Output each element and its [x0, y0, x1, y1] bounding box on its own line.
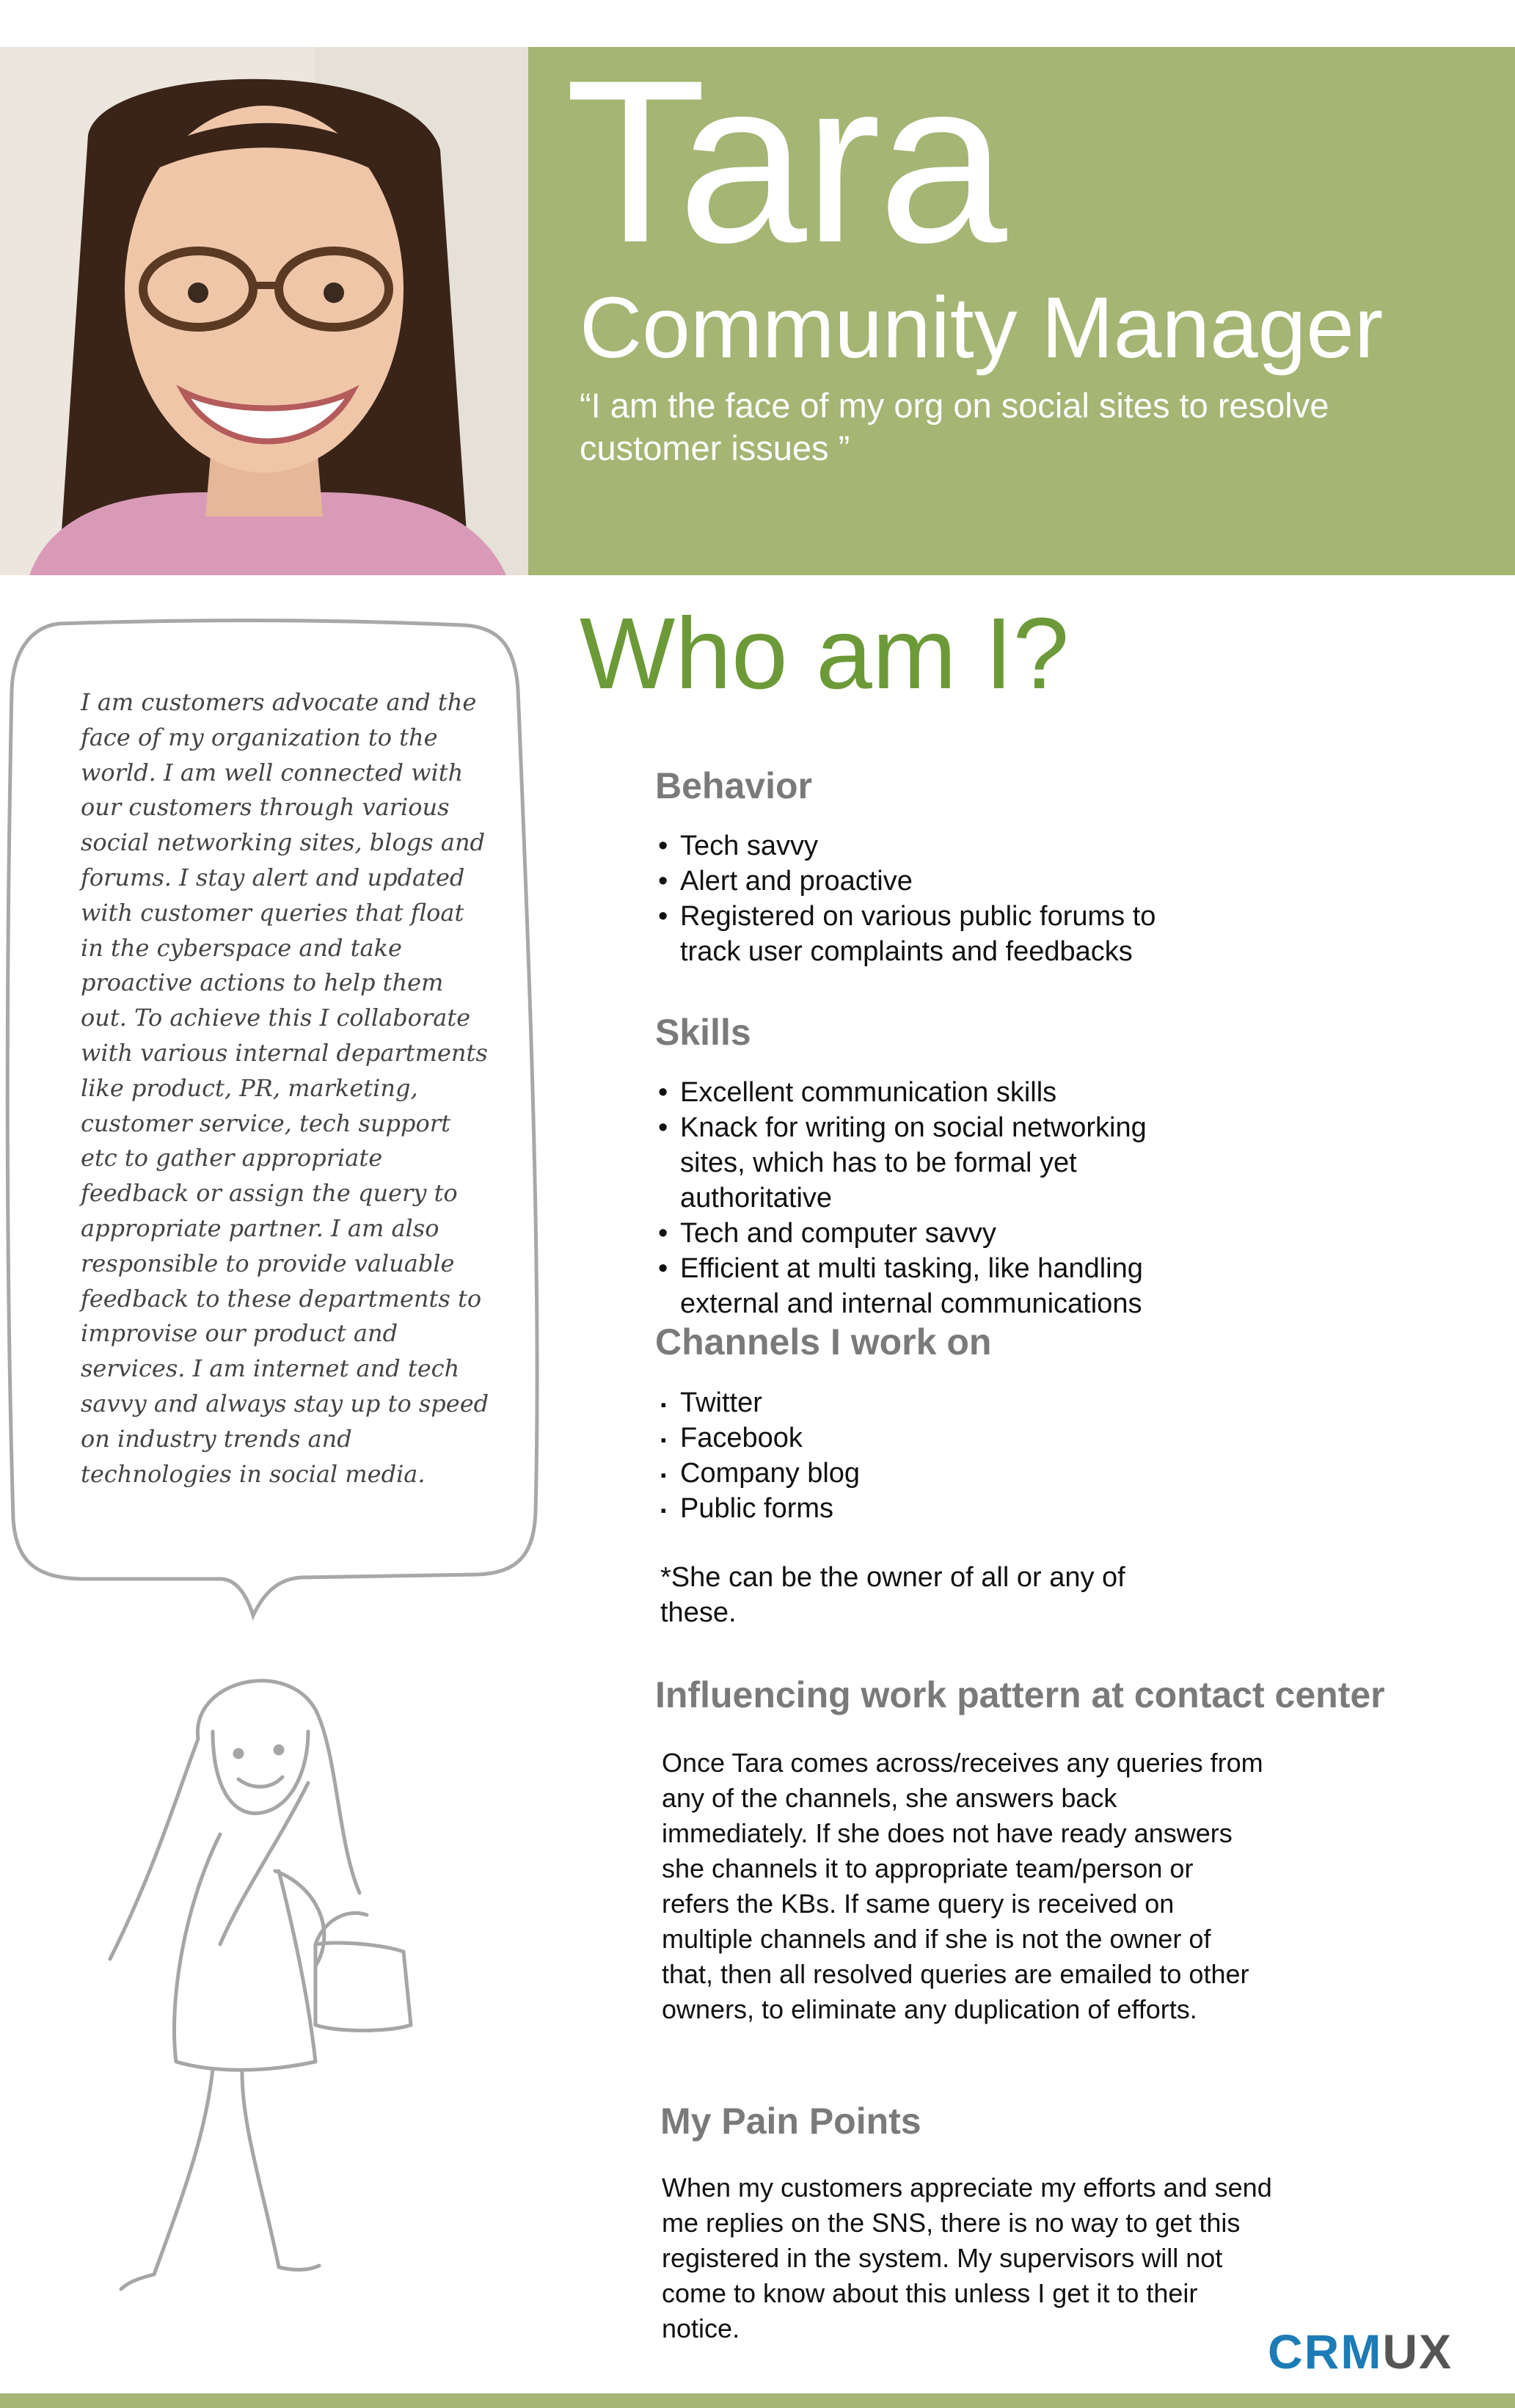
list-item: • Excellent communication skills [655, 1075, 1213, 1110]
persona-quote: “I am the face of my org on social sites to resolve customer issues ” [580, 386, 1329, 467]
skills-list [655, 1075, 1213, 1321]
list-item: • Registered on various public forums to track user complaints and feedbacks [655, 899, 1213, 969]
persona-role: Community Manager [580, 280, 1384, 376]
list-item: . Public forms [655, 1491, 1213, 1526]
persona-photo [0, 47, 528, 575]
channels-note: *She can be the owner of all or any of these. [660, 1562, 1125, 1628]
bottom-accent-bar [0, 2393, 1515, 2408]
persona-name: Tara [565, 32, 1004, 291]
logo-crm: CRM [1268, 2324, 1383, 2379]
behavior-heading: Behavior [655, 765, 812, 806]
pain-points-text: When my customers appreciate my efforts and send me replies on the SNS, there is no way to get this registered in the system. My supervisors will not come to know about this unless I get it to their notice. [662, 2172, 1272, 2343]
channels-heading: Channels I work on [655, 1321, 992, 1362]
behavior-list [655, 828, 1213, 969]
pain-points-heading: My Pain Points [660, 2101, 921, 2142]
list-item: . Twitter [655, 1385, 1213, 1420]
list-item: • Alert and proactive [655, 864, 1213, 899]
channels-list [655, 1385, 1213, 1526]
logo-ux: UX [1382, 2324, 1453, 2379]
list-item: • Efficient at multi tasking, like handling external and internal communications [655, 1251, 1213, 1321]
list-item: • Tech and computer savvy [655, 1216, 1213, 1251]
work-pattern-text: Once Tara comes across/receives any queries from any of the channels, she answers back immediately. If she does not have ready answers she channels it to appropriate team/person or refers the KBs. If same query is received on multiple channels and if she is not the owner of that, then all resolved queries are emailed to other owners, to eliminate any duplication of efforts. [662, 1748, 1263, 2024]
woman-sketch-illustration [95, 1651, 440, 2296]
portrait-illustration [0, 47, 528, 575]
skills-heading: Skills [655, 1012, 751, 1053]
list-item: . Company blog [655, 1456, 1213, 1491]
work-pattern-heading: Influencing work pattern at contact center [655, 1674, 1385, 1715]
list-item: • Knack for writing on social networking sites, which has to be formal yet authoritative [655, 1110, 1213, 1216]
crmux-logo [1268, 2324, 1453, 2379]
bubble-text: I am customers advocate and the face of my organization to the world. I am well connected with our customers through various social networking sites, blogs and forums. I stay alert and updated with customer queries that float in the cyberspace and take proactive actions to help them out. To achieve this I collaborate with various internal departments like product, PR, marketing, customer service, tech support etc to gather appropriate feedback or assign the query to appropriate partner. I am also responsible to provide valuable feedback to these departments to improvise our product and services. I am internet and tech savvy and always stay up to speed on industry trends and technologies in social media. [81, 688, 489, 1488]
list-item: • Tech savvy [655, 828, 1213, 864]
list-item: . Facebook [655, 1420, 1213, 1456]
who-am-i-title: Who am I? [580, 597, 1070, 710]
